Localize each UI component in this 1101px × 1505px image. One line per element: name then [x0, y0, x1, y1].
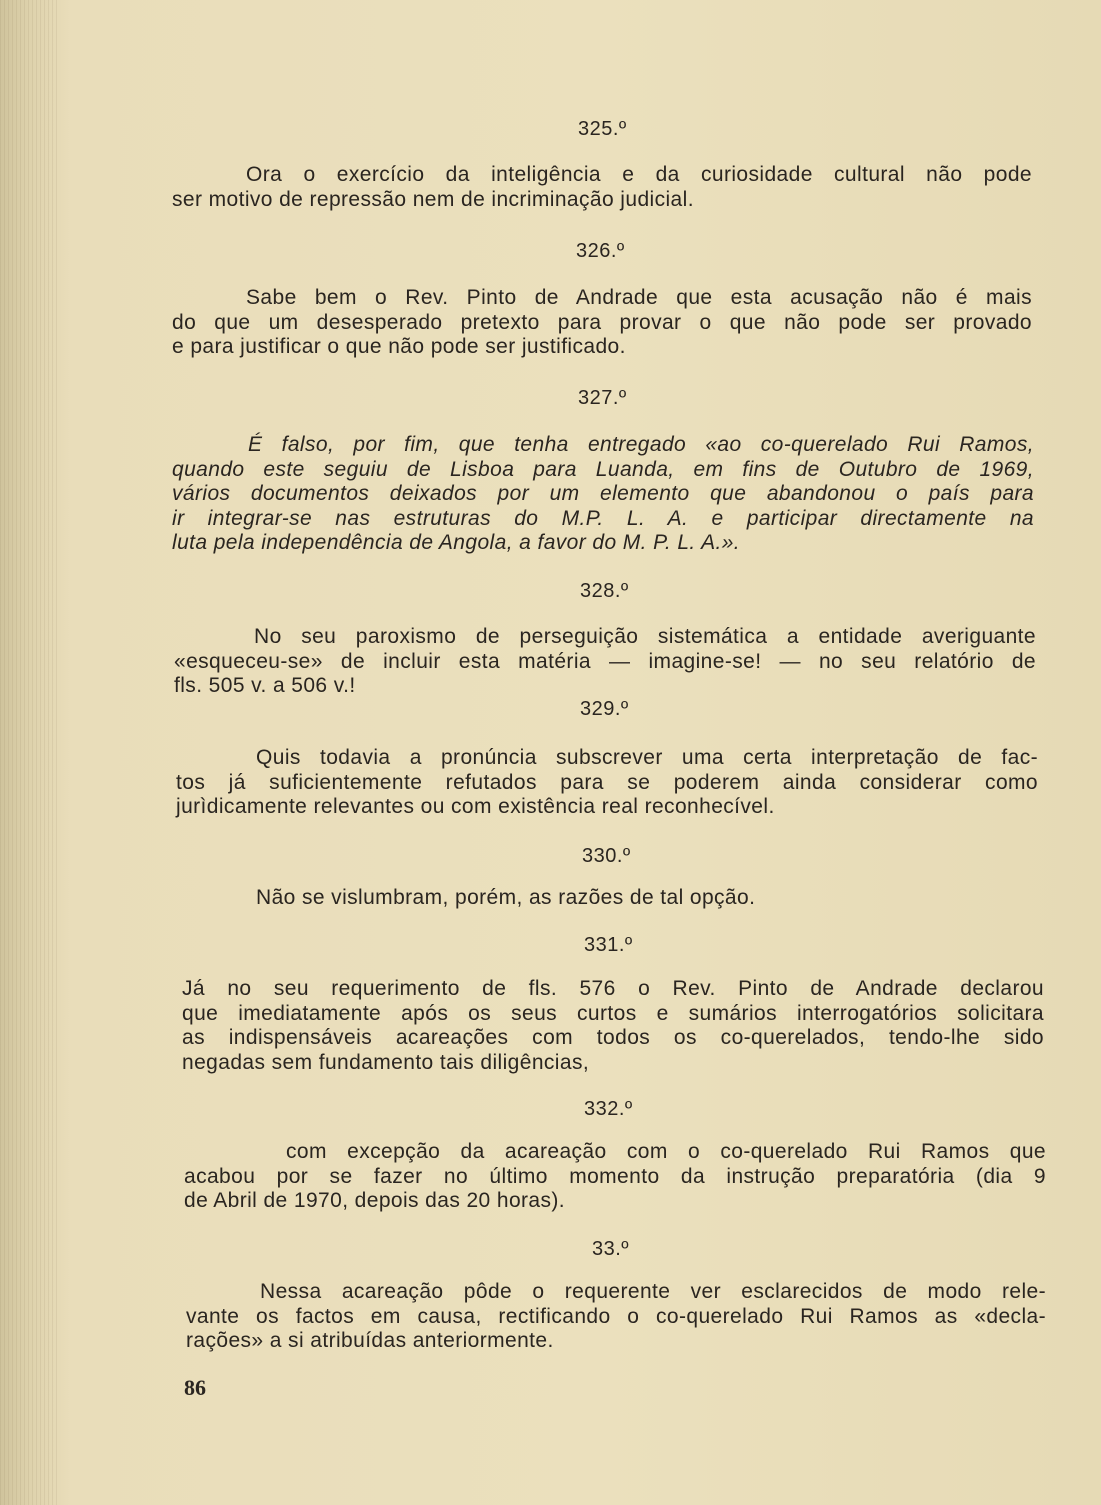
text-line: fls. 505 v. a 506 v.! [174, 674, 356, 697]
article-number: 326.º [576, 240, 625, 262]
text-line: No seu paroxismo de perseguição sistemática a entidade averiguante [254, 625, 1036, 648]
text-line: Quis todavia a pronúncia subscrever uma certa interpretação de fac- [256, 746, 1038, 769]
text-line: tos já suficientemente refutados para se poderem ainda considerar como [176, 770, 1038, 794]
text-line: Nessa acareação pôde o requerente ver esclarecidos de modo rele- [260, 1280, 1046, 1303]
text-line: as indispensáveis acareações com todos os co-querelados, tendo-lhe sido [182, 1026, 1044, 1049]
article-paragraph [172, 163, 1032, 212]
article-number: 328.º [580, 580, 629, 602]
article-number: 33.º [592, 1238, 630, 1260]
article-number: 329.º [580, 698, 629, 720]
text-line: luta pela independência de Angola, a favor do M. P. L. A.». [172, 531, 741, 554]
text-line: Ora o exercício da inteligência e da curiosidade cultural não pode [246, 163, 1032, 186]
text-line: rações» a si atribuídas anteriormente. [186, 1329, 554, 1352]
text-line: quando este seguiu de Lisboa para Luanda, em fins de Outubro de 1969, [172, 457, 1034, 481]
text-line: e para justificar o que não pode ser justificado. [172, 335, 626, 358]
page-number: 86 [184, 1375, 206, 1400]
text-line: «esqueceu-se» de incluir esta matéria — imagine-se! — no seu relatório de [174, 649, 1036, 673]
text-line: acabou por se fazer no último momento da instrução preparatória (dia 9 [184, 1164, 1046, 1188]
text-line: ser motivo de repressão nem de incriminação judicial. [172, 187, 694, 211]
article-paragraph [182, 977, 1044, 1075]
text-line: Sabe bem o Rev. Pinto de Andrade que esta acusação não é mais [246, 286, 1032, 309]
text-line: do que um desesperado pretexto para provar o que não pode ser provado [172, 310, 1032, 334]
article-paragraph [184, 1140, 1046, 1214]
article-paragraph [186, 1280, 1046, 1354]
text-line: vários documentos deixados por um elemento que abandonou o país para [172, 482, 1034, 505]
article-paragraph [256, 886, 956, 911]
text-line: Já no seu requerimento de fls. 576 o Rev. Pinto de Andrade declarou [182, 977, 1044, 1000]
article-paragraph [172, 286, 1032, 360]
article-number: 325.º [578, 118, 627, 140]
text-line: ir integrar-se nas estruturas do M.P. L. A. e participar directamente na [172, 506, 1034, 530]
article-paragraph [174, 625, 1036, 699]
article-paragraph [176, 746, 1038, 820]
text-line: vante os factos em causa, rectificando o co-querelado Rui Ramos as «decla- [186, 1304, 1046, 1328]
text-line: jurìdicamente relevantes ou com existência real reconhecível. [176, 795, 775, 818]
page-binding-edge [0, 0, 60, 1505]
article-number: 332.º [584, 1098, 633, 1120]
article-number: 331.º [584, 934, 633, 956]
text-line: negadas sem fundamento tais diligências, [182, 1050, 590, 1074]
text-line: Não se vislumbram, porém, as razões de tal opção. [256, 886, 756, 909]
text-line: de Abril de 1970, depois das 20 horas). [184, 1189, 566, 1212]
article-paragraph [172, 433, 1034, 556]
text-line: que imediatamente após os seus curtos e sumários interrogatórios solicitara [182, 1001, 1044, 1025]
article-number: 330.º [582, 845, 631, 867]
text-line: É falso, por fim, que tenha entregado «ao co-querelado Rui Ramos, [248, 433, 1034, 456]
text-line: com excepção da acareação com o co-querelado Rui Ramos que [286, 1140, 1046, 1163]
article-number: 327.º [578, 387, 627, 409]
